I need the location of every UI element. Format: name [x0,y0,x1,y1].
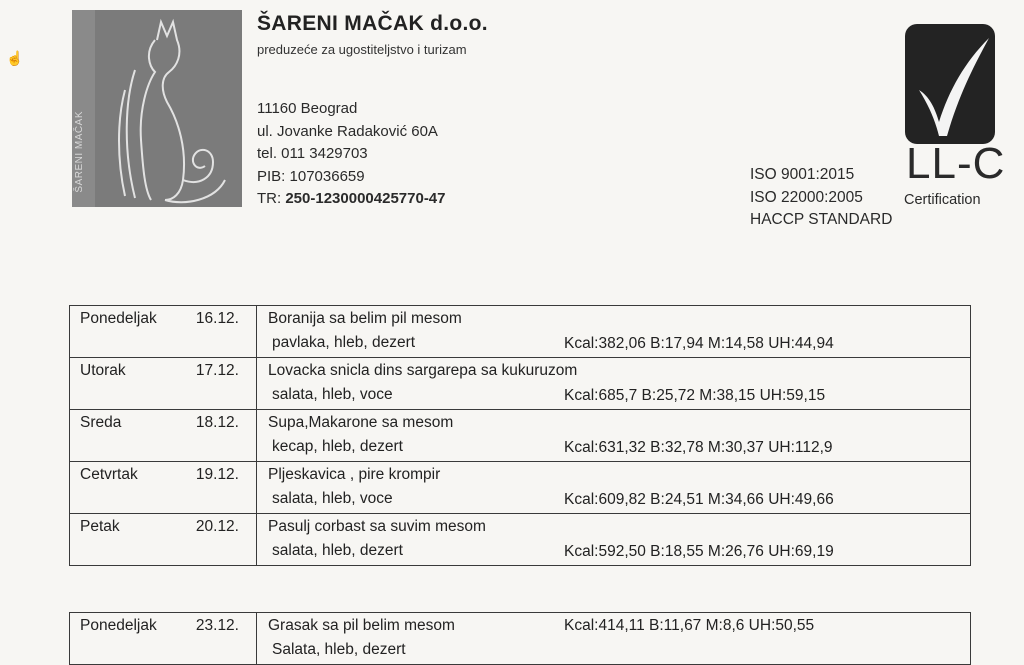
company-subtitle: preduzeće za ugostiteljstvo i turizam [257,42,467,57]
menu-row [70,306,971,358]
nutrition-info: Kcal:685,7 B:25,72 M:38,15 UH:59,15 [564,387,826,404]
dish-cell [257,306,971,358]
dish-cell [257,462,971,514]
day-date: 16.12. [195,310,239,327]
day-name: Cetvrtak [80,466,138,483]
day-name: Ponedeljak [80,617,157,634]
menu-row [70,514,971,566]
address-pib: PIB: 107036659 [257,167,365,185]
haccp-standard: HACCP STANDARD [750,211,893,228]
dish-cell [257,514,971,566]
certification-label: Certification [904,192,981,208]
dish-sides: kecap, hleb, dezert [272,438,403,455]
tr-label: TR: [257,190,286,207]
day-name: Sreda [80,414,122,431]
dish-cell [257,410,971,462]
iso-9001: ISO 9001:2015 [750,166,855,183]
hand-cursor-icon: ☝ [6,50,24,66]
nutrition-info: Kcal:414,11 B:11,67 M:8,6 UH:50,55 [564,617,815,634]
cat-icon [95,10,242,207]
menu-table-week2 [69,612,971,665]
menu-row [70,462,971,514]
dish-main: Pasulj corbast sa suvim mesom [268,518,486,535]
day-cell [70,306,257,358]
dish-main: Grasak sa pil belim mesom [268,617,455,634]
dish-sides: Salata, hleb, dezert [272,641,406,658]
day-date: 17.12. [195,362,239,379]
dish-sides: salata, hleb, dezert [272,542,403,559]
day-cell [70,462,257,514]
day-cell [70,514,257,566]
menu-table-week1 [69,305,971,566]
dish-cell [257,613,971,665]
logo-text: ŠARENI MAČAK [74,111,85,193]
dish-sides: salata, hleb, voce [272,490,393,507]
menu-row [70,613,971,665]
day-date: 23.12. [195,617,239,634]
day-name: Ponedeljak [80,310,157,327]
checkmark-icon [905,24,995,144]
company-address [257,98,446,211]
menu-row [70,358,971,410]
address-tr [257,188,446,211]
tr-value: 250-1230000425770-47 [285,190,446,207]
company-name: ŠARENI MAČAK d.o.o. [257,12,488,35]
dish-main: Boranija sa belim pil mesom [268,310,462,327]
day-name: Petak [80,518,120,535]
day-cell [70,613,257,665]
dish-main: Supa,Makarone sa mesom [268,414,454,431]
company-header [257,12,488,57]
iso-22000: ISO 22000:2005 [750,188,863,206]
dish-main: Lovacka snicla dins sargarepa sa kukuruzom [268,362,578,379]
nutrition-info: Kcal:609,82 B:24,51 M:34,66 UH:49,66 [564,491,834,508]
day-cell [70,358,257,410]
nutrition-info: Kcal:592,50 B:18,55 M:26,76 UH:69,19 [564,543,834,560]
day-date: 20.12. [195,518,239,535]
address-city: 11160 Beograd [257,100,358,117]
nutrition-info: Kcal:382,06 B:17,94 M:14,58 UH:44,94 [564,335,834,352]
certification-brand: LL-C [906,139,1006,188]
address-street: ul. Jovanke Radaković 60A [257,122,438,140]
dish-sides: salata, hleb, voce [272,386,393,403]
dish-sides: pavlaka, hleb, dezert [272,334,416,351]
day-date: 18.12. [195,414,239,431]
dish-main: Pljeskavica , pire krompir [268,466,441,483]
menu-row [70,410,971,462]
nutrition-info: Kcal:631,32 B:32,78 M:30,37 UH:112,9 [564,439,833,456]
day-cell [70,410,257,462]
iso-standards [750,164,892,232]
dish-cell [257,358,971,410]
day-date: 19.12. [195,466,239,483]
address-phone: tel. 011 3429703 [257,145,368,162]
company-logo [72,10,242,207]
day-name: Utorak [80,362,126,379]
